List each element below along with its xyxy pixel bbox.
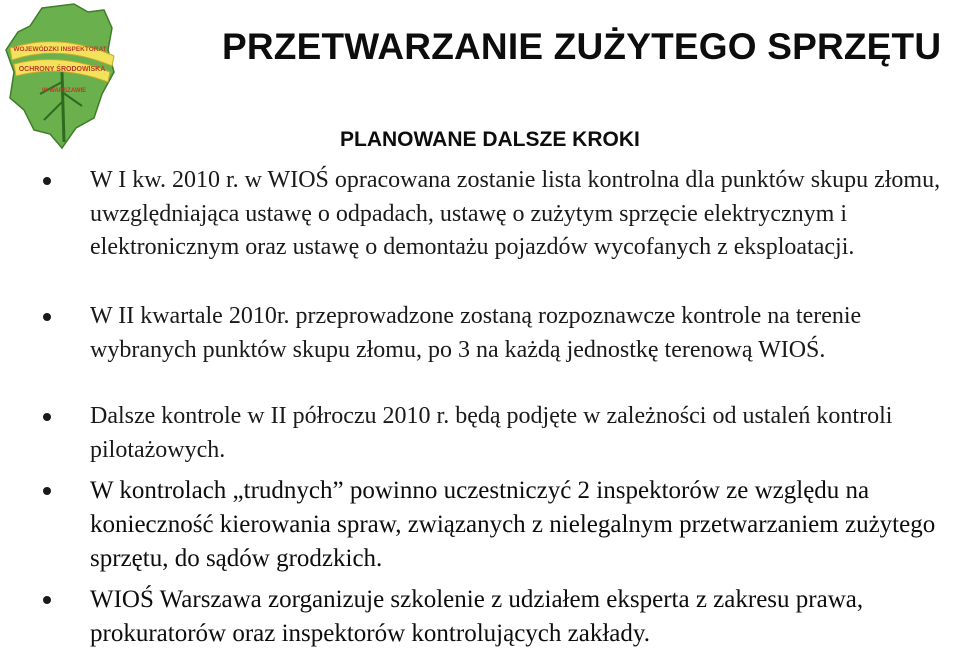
list-item: [90, 300, 956, 367]
bullet-dot: [43, 313, 51, 321]
list-item: [90, 583, 956, 651]
page-subtitle: PLANOWANE DALSZE KROKI: [340, 128, 640, 151]
list-item-text: Dalsze kontrole w II półroczu 2010 r. będą podjęte w zależności od ustaleń kontroli pilotażowych.: [90, 403, 893, 463]
logo-line-1: WOJEWÓDZKI INSPEKTORAT: [13, 46, 107, 53]
bullet-dot: [43, 413, 51, 421]
wios-logo: [4, 2, 116, 150]
list-item: [90, 474, 956, 576]
list-item-text: W kontrolach „trudnych” powinno uczestniczyć 2 inspektorów ze względu na konieczność kierowania spraw, związanych z nielegalnym przetwarzaniem zużytego sprzętu, do sądów grodzkich.: [90, 477, 936, 572]
list-item-text: WIOŚ Warszawa zorganizuje szkolenie z udziałem eksperta z zakresu prawa, prokuratorów oraz inspektorów kontrolujących zakłady.: [90, 586, 864, 647]
page-title: PRZETWARZANIE ZUŻYTEGO SPRZĘTU: [222, 26, 942, 67]
list-item-text: W II kwartale 2010r. przeprowadzone zostaną rozpoznawcze kontrole na terenie wybranych punktów skupu złomu, po 3 na każdą jednostkę terenową WIOŚ.: [90, 303, 862, 363]
logo-line-3: W WARSZAWIE: [41, 88, 87, 94]
bullet-dot: [43, 487, 51, 495]
list-item-text: W I kw. 2010 r. w WIOŚ opracowana zostanie lista kontrolna dla punktów skupu złomu, uwzględniająca ustawę o odpadach, ustawę o zużytym sprzęcie elektrycznym i elektronicznym oraz ustawę o demontażu pojazdów wycofanych z eksploatacji.: [90, 167, 941, 260]
list-item: [90, 164, 956, 265]
bullet-dot: [43, 596, 51, 604]
bullet-dot: [43, 177, 51, 185]
list-item: [90, 400, 956, 467]
logo-line-2: OCHRONY ŚRODOWISKA: [18, 66, 106, 73]
